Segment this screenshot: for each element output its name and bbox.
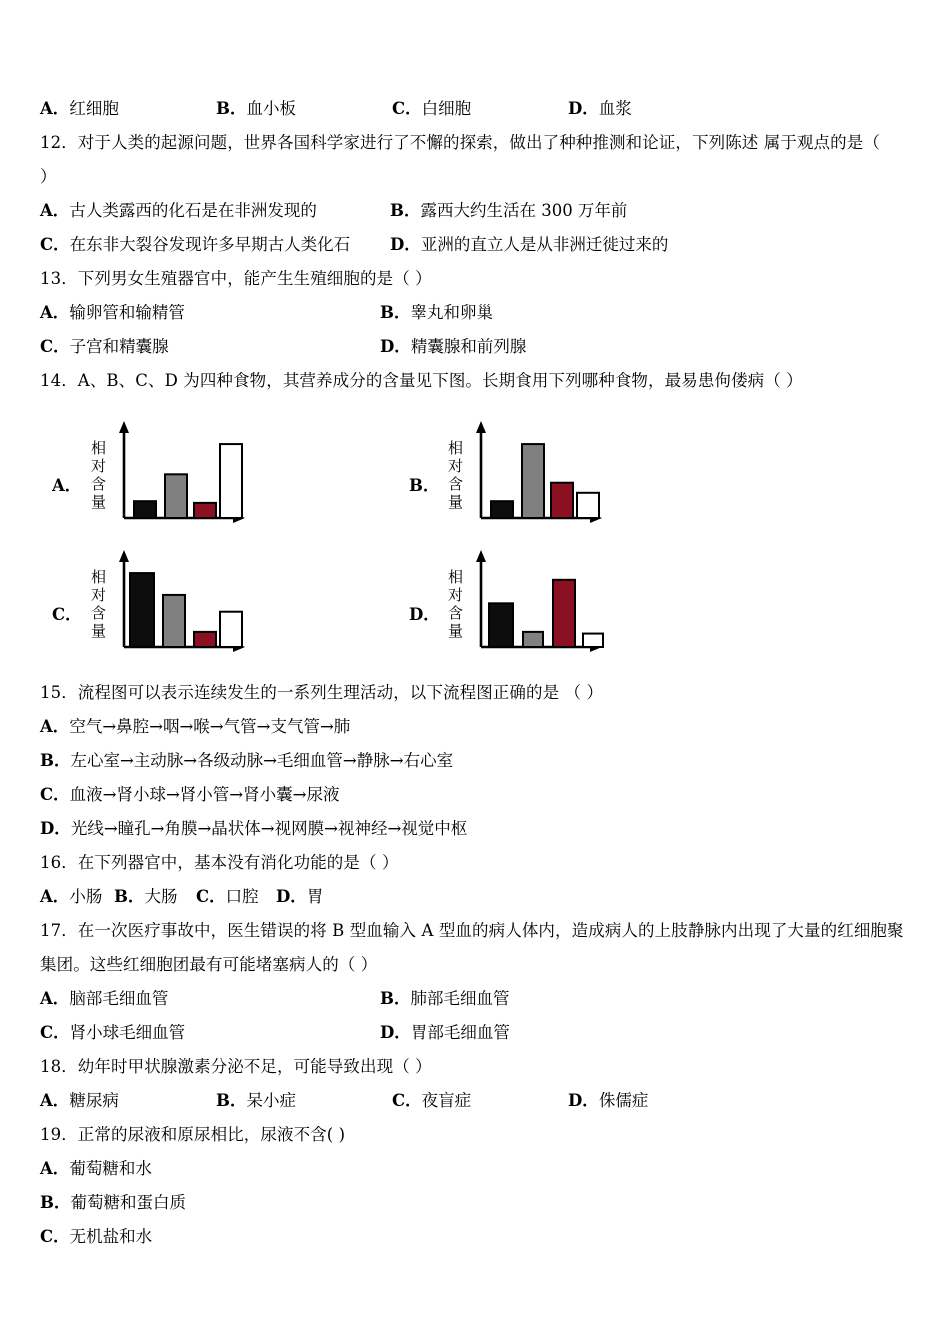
question-stem-text-2: 集团。这些红细胞团最有可能堵塞病人的（ ） — [40, 955, 378, 974]
option-cell — [40, 92, 216, 126]
page-bottom-space — [40, 1254, 910, 1294]
option-text: 睾丸和卵巢 — [410, 303, 493, 322]
option-cell — [40, 982, 380, 1016]
y-axis-arrow — [119, 550, 129, 562]
y-axis-arrow — [476, 421, 486, 433]
bar — [165, 474, 187, 518]
option-cell — [392, 92, 568, 126]
chart-c-option-label: C． — [52, 604, 82, 624]
option-text: 血浆 — [598, 99, 632, 118]
chart-d-bars — [489, 579, 603, 646]
option-text: 在东非大裂谷发现许多早期古人类化石 — [69, 235, 351, 254]
option-cell — [568, 1084, 648, 1118]
q17-option-row-2 — [40, 1016, 910, 1050]
question-number: 14． — [40, 371, 78, 390]
chart-c-svg — [108, 547, 258, 657]
option-cell — [390, 194, 627, 228]
option-label: B． — [40, 1193, 71, 1212]
option-text: 血液→肾小球→肾小管→肾小囊→尿液 — [69, 785, 340, 804]
q18-option-row — [40, 1084, 910, 1118]
option-label: D． — [380, 1023, 411, 1042]
question-number: 16． — [40, 853, 78, 872]
option-cell — [568, 92, 632, 126]
question-stem-text: 在一次医疗事故中，医生错误的将 B 型血输入 A 型血的病人体内，造成病人的上肢静脉内出现了大量的红细胞聚 — [77, 921, 904, 940]
chart-d-plot — [465, 547, 615, 661]
option-text: 口腔 — [225, 887, 259, 906]
question-14-stem — [40, 364, 910, 398]
chart-a-bars — [134, 444, 242, 518]
option-text: 肺部毛细血管 — [410, 989, 510, 1008]
question-stem-text: 下列男女生殖器官中，能产生生殖细胞的是（ ） — [77, 269, 432, 288]
question-17-stem-line2 — [40, 948, 910, 982]
bar — [220, 611, 242, 646]
question-stem-cont-text: ） — [40, 167, 57, 186]
q12-option-row-1 — [40, 194, 910, 228]
option-label: B． — [380, 989, 411, 1008]
bar — [523, 631, 543, 646]
question-stem-text: 幼年时甲状腺激素分泌不足，可能导致出现（ ） — [77, 1057, 432, 1076]
option-label: B． — [380, 303, 411, 322]
option-label: C． — [392, 1091, 422, 1110]
option-cell — [40, 296, 380, 330]
chart-row-2 — [40, 541, 910, 666]
question-16-stem — [40, 846, 910, 880]
q16-option-row — [40, 880, 910, 914]
chart-c-plot — [108, 547, 258, 661]
option-cell — [196, 880, 276, 914]
q17-option-row-1 — [40, 982, 910, 1016]
option-cell — [114, 880, 196, 914]
bar — [220, 444, 242, 518]
option-label: B． — [390, 201, 421, 220]
option-cell — [40, 194, 390, 228]
option-cell — [380, 330, 526, 364]
option-text: 葡萄糖和蛋白质 — [70, 1193, 186, 1212]
question-stem-text: 正常的尿液和原尿相比，尿液不含( ) — [77, 1125, 346, 1144]
option-text: 胃部毛细血管 — [410, 1023, 510, 1042]
option-cell — [40, 880, 114, 914]
option-cell — [40, 1084, 216, 1118]
option-text: 血小板 — [246, 99, 296, 118]
option-cell — [380, 1016, 510, 1050]
q13-option-row-2 — [40, 330, 910, 364]
y-axis-arrow — [119, 421, 129, 433]
bar — [194, 502, 216, 517]
option-text: 无机盐和水 — [69, 1227, 153, 1246]
chart-cell-b — [409, 412, 754, 537]
chart-d-option-label: D． — [409, 604, 440, 624]
bar — [130, 573, 154, 647]
option-cell — [216, 1084, 392, 1118]
option-text: 古人类露西的化石是在非洲发现的 — [69, 201, 317, 220]
question-13-stem — [40, 262, 910, 296]
chart-b-option-label: B． — [409, 475, 440, 495]
option-text: 胃 — [306, 887, 324, 906]
chart-d-ylabel: 相对含量 — [446, 568, 464, 641]
option-label: D． — [380, 337, 411, 356]
question-12-stem-cont — [40, 160, 910, 194]
option-label: A． — [40, 201, 70, 220]
q11-option-row — [40, 92, 910, 126]
chart-cell-d — [409, 541, 754, 666]
q19-option-a — [40, 1152, 910, 1186]
option-label: C． — [40, 1023, 70, 1042]
option-cell — [40, 228, 390, 262]
bar — [522, 444, 544, 518]
option-label: A． — [40, 303, 70, 322]
question-12-stem — [40, 126, 910, 160]
option-text: 呆小症 — [246, 1091, 296, 1110]
option-label: B． — [40, 751, 71, 770]
option-cell — [216, 92, 392, 126]
question-number: 17． — [40, 921, 78, 940]
question-19-stem — [40, 1118, 910, 1152]
option-text: 空气→鼻腔→咽→喉→气管→支气管→肺 — [69, 717, 351, 736]
option-label: C． — [196, 887, 226, 906]
question-stem-text: 在下列器官中，基本没有消化功能的是（ ） — [77, 853, 399, 872]
chart-a-ylabel: 相对含量 — [89, 439, 107, 512]
option-text: 小肠 — [69, 887, 103, 906]
bar — [163, 594, 185, 646]
chart-cell-c — [52, 541, 397, 666]
question-stem-text: 对于人类的起源问题，世界各国科学家进行了不懈的探索，做出了种种推测和论证，下列陈述 属于观点的是（ — [77, 133, 880, 152]
option-text: 糖尿病 — [69, 1091, 119, 1110]
q15-option-b — [40, 744, 910, 778]
bar — [134, 501, 156, 518]
option-text: 脑部毛细血管 — [69, 989, 169, 1008]
page-content — [40, 92, 910, 1294]
chart-b-plot — [465, 418, 615, 532]
option-label: A． — [40, 989, 70, 1008]
option-text: 精囊腺和前列腺 — [410, 337, 527, 356]
option-label: C． — [40, 785, 70, 804]
option-cell — [380, 982, 509, 1016]
option-label: A． — [40, 1091, 70, 1110]
q19-option-b — [40, 1186, 910, 1220]
chart-a-plot — [108, 418, 258, 532]
option-text: 肾小球毛细血管 — [69, 1023, 186, 1042]
option-text: 光线→瞳孔→角膜→晶状体→视网膜→视神经→视觉中枢 — [70, 819, 468, 838]
option-cell — [276, 880, 323, 914]
chart-c-bars — [130, 573, 242, 647]
bar — [491, 501, 513, 518]
question-number: 13． — [40, 269, 78, 288]
option-label: A． — [40, 887, 70, 906]
chart-b-svg — [465, 418, 615, 528]
option-label: C． — [40, 235, 70, 254]
chart-b-bars — [491, 444, 599, 518]
question-stem-text: 流程图可以表示连续发生的一系列生理活动，以下流程图正确的是 （ ） — [77, 683, 604, 702]
question-stem-text: A、B、C、D 为四种食物，其营养成分的含量见下图。长期食用下列哪种食物，最易患佝偻病（ ） — [77, 371, 803, 390]
option-text: 露西大约生活在 300 万年前 — [420, 201, 628, 220]
option-text: 输卵管和输精管 — [69, 303, 185, 322]
option-label: D． — [390, 235, 421, 254]
q12-option-row-2 — [40, 228, 910, 262]
option-label: B． — [216, 99, 247, 118]
q15-option-d — [40, 812, 910, 846]
option-text: 左心室→主动脉→各级动脉→毛细血管→静脉→右心室 — [70, 751, 454, 770]
chart-a-option-label: A． — [52, 475, 82, 495]
option-text: 亚洲的直立人是从非洲迁徙过来的 — [420, 235, 669, 254]
y-axis-arrow — [476, 550, 486, 562]
chart-cell-a — [52, 412, 397, 537]
option-text: 白细胞 — [421, 99, 472, 118]
option-label: D． — [568, 99, 599, 118]
question-number: 12． — [40, 133, 78, 152]
q13-option-row-1 — [40, 296, 910, 330]
option-label: D． — [40, 819, 71, 838]
option-label: C． — [40, 1227, 70, 1246]
question-number: 15． — [40, 683, 78, 702]
option-text: 侏儒症 — [598, 1091, 649, 1110]
option-text: 红细胞 — [69, 99, 119, 118]
bar — [551, 482, 573, 517]
bar — [583, 633, 603, 646]
option-cell — [40, 330, 380, 364]
option-cell — [390, 228, 668, 262]
bar — [577, 492, 599, 517]
bar — [194, 631, 216, 646]
option-label: B． — [114, 887, 145, 906]
question-18-stem — [40, 1050, 910, 1084]
chart-b-ylabel: 相对含量 — [446, 439, 464, 512]
option-text: 大肠 — [144, 887, 178, 906]
option-text: 葡萄糖和水 — [69, 1159, 152, 1178]
bar — [489, 603, 513, 647]
option-label: C． — [40, 337, 70, 356]
chart-a-svg — [108, 418, 258, 528]
chart-d-svg — [465, 547, 615, 657]
chart-row-1 — [40, 412, 910, 537]
question-17-stem — [40, 914, 910, 948]
option-label: B． — [216, 1091, 247, 1110]
q19-option-c — [40, 1220, 910, 1254]
option-label: A． — [40, 99, 70, 118]
option-label: D． — [276, 887, 307, 906]
q15-option-c — [40, 778, 910, 812]
option-label: A． — [40, 1159, 70, 1178]
option-label: C． — [392, 99, 422, 118]
option-label: A． — [40, 717, 70, 736]
q15-option-a — [40, 710, 910, 744]
question-number: 18． — [40, 1057, 78, 1076]
option-text: 夜盲症 — [421, 1091, 472, 1110]
option-cell — [392, 1084, 568, 1118]
question-number: 19． — [40, 1125, 78, 1144]
option-label: D． — [568, 1091, 599, 1110]
option-text: 子宫和精囊腺 — [69, 337, 169, 356]
question-14-figure — [40, 412, 910, 666]
option-cell — [40, 1016, 380, 1050]
chart-c-ylabel: 相对含量 — [89, 568, 107, 641]
bar — [553, 579, 575, 646]
option-cell — [380, 296, 493, 330]
question-15-stem — [40, 676, 910, 710]
